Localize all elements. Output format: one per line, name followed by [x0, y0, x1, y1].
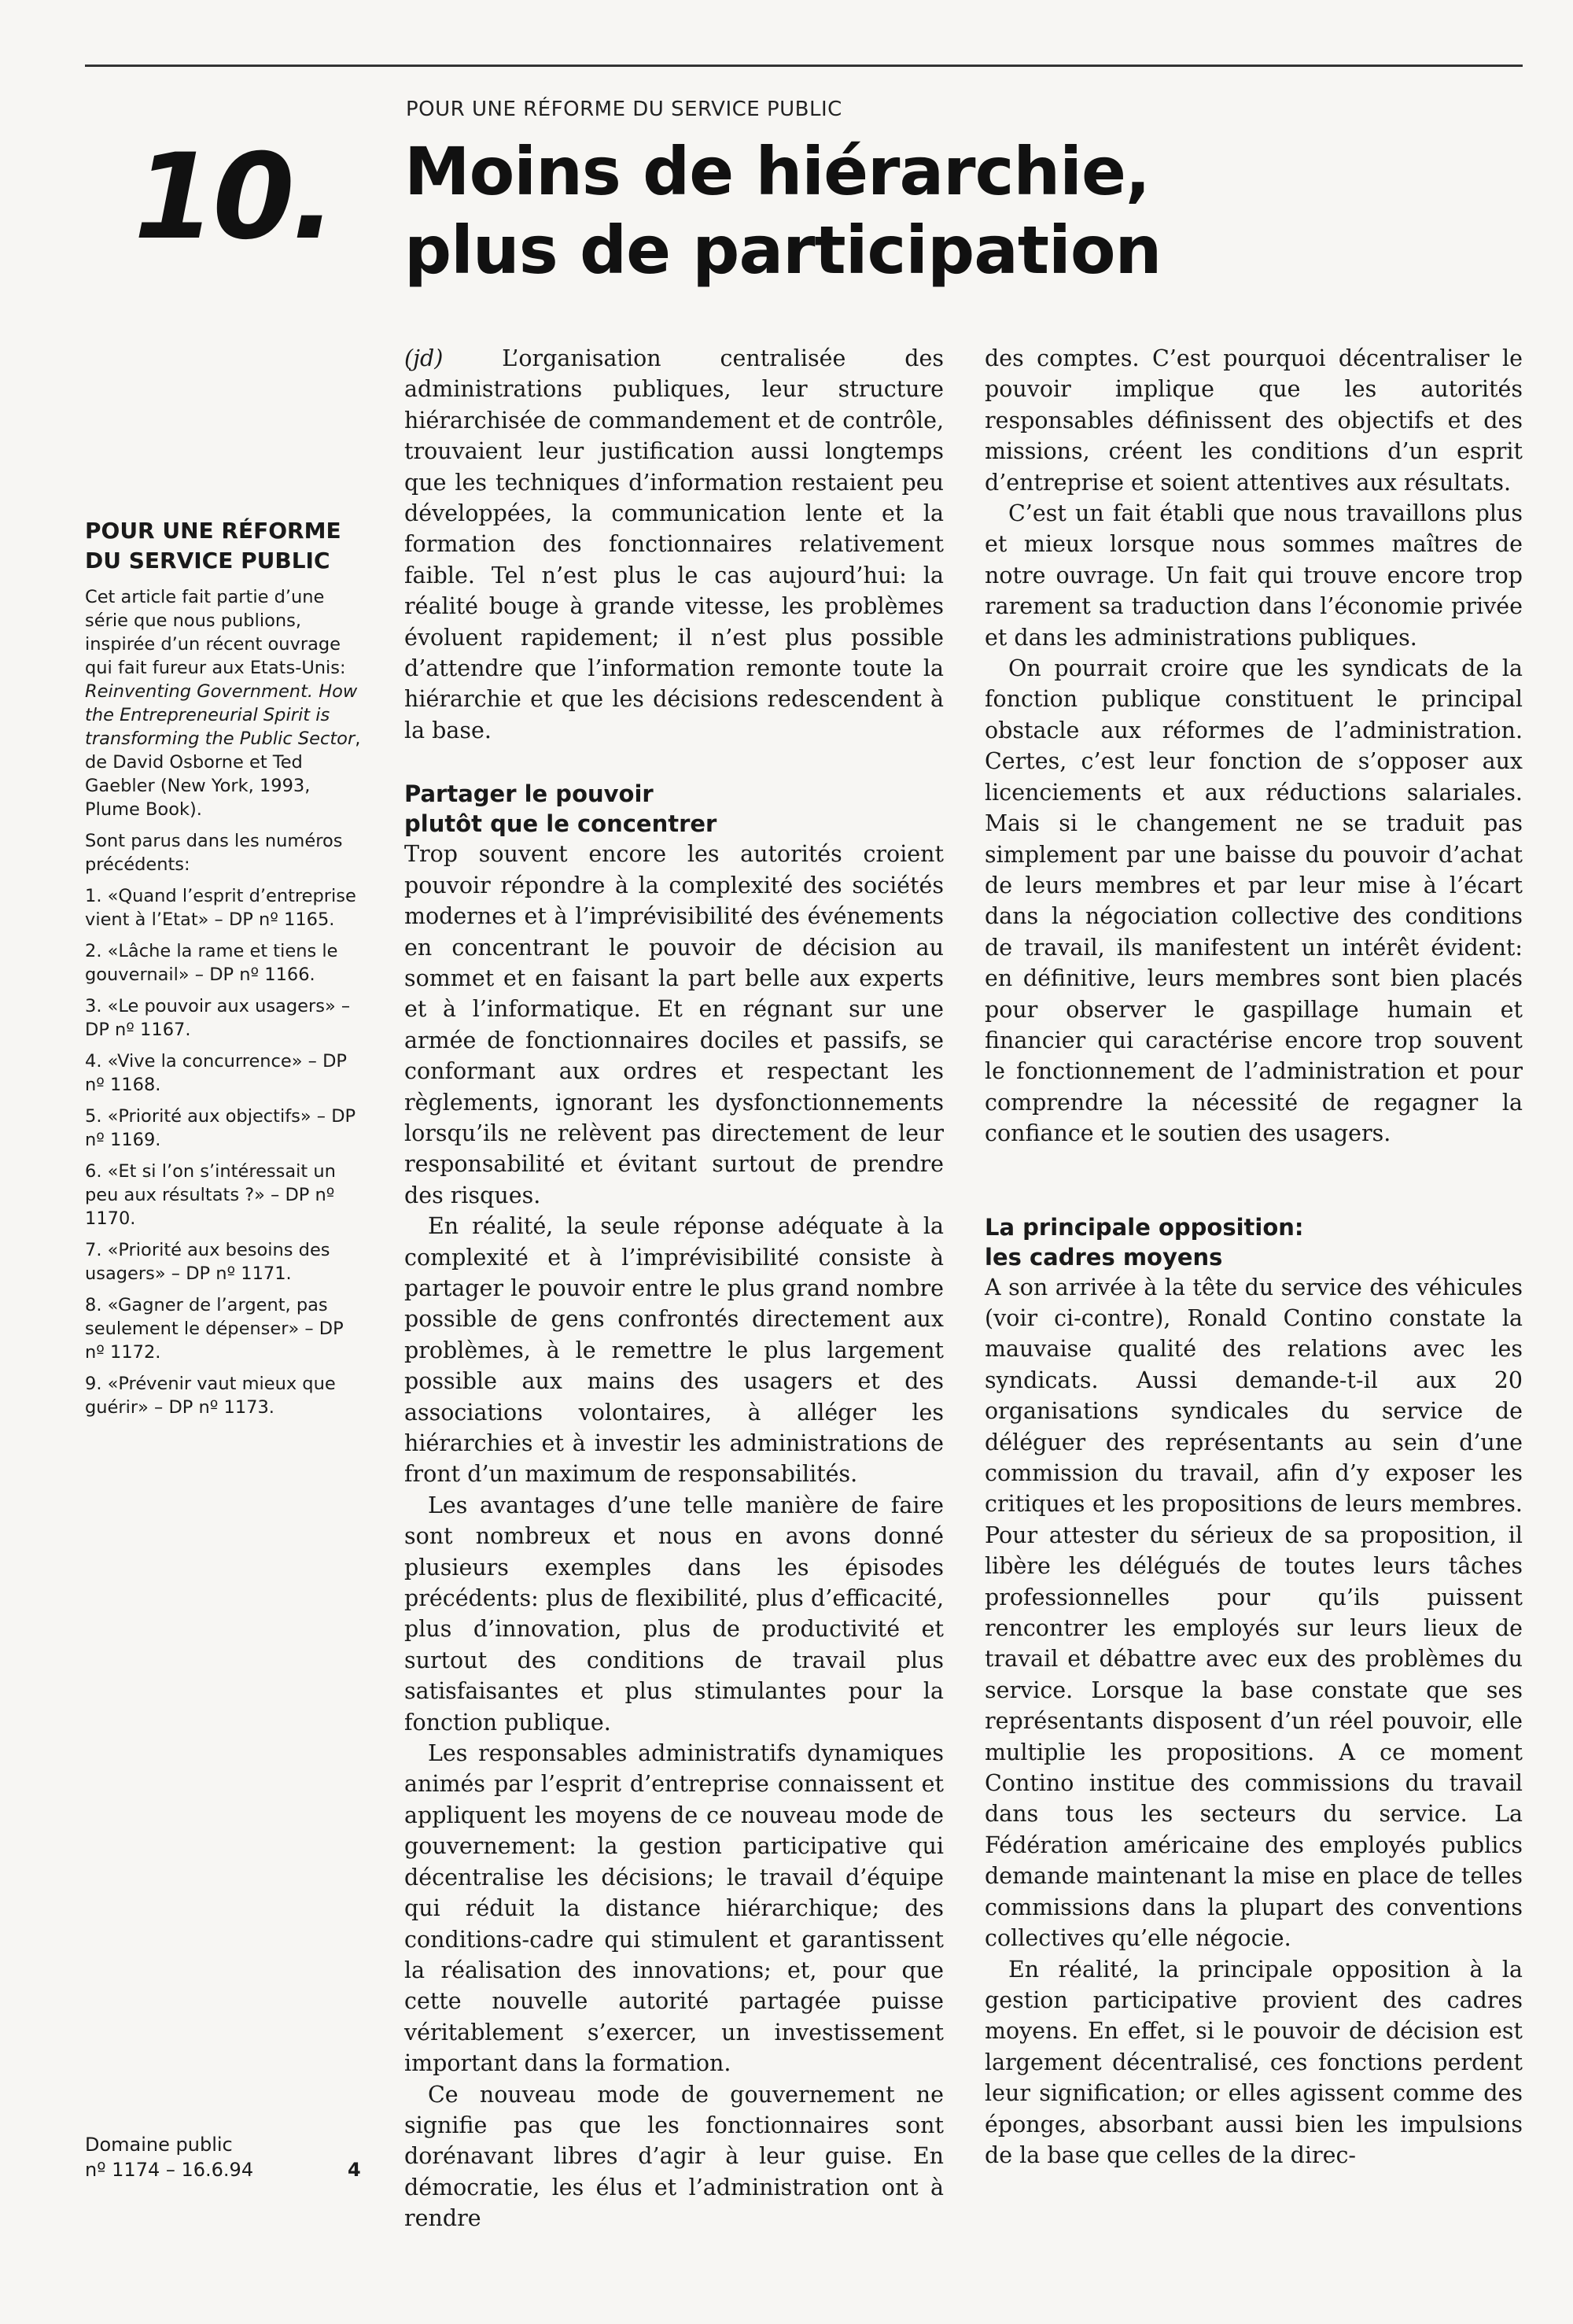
article-column-2 — [985, 343, 1523, 2171]
paragraph: (jd) L’organisation centralisée des administrations publiques, leur structure hiérarchisée de commandement et de contrôle, trouvaient leur justification aussi longtemps que les techniques d’information restaient peu développées, la communication lente et la formation des fonctionnaires relativement faible. Tel n’est plus le cas aujourd’hui: la réalité bouge à grande vitesse, les problèmes évoluent rapidement; il n’est plus possible d’attendre que l’information remonte toute la hiérarchie et que les décisions redescendent à la base. — [404, 345, 944, 743]
sidebar-heading-line-1: POUR UNE RÉFORME — [85, 518, 341, 544]
list-item: 8. «Gagner de l’argent, pas seulement le dépenser» – DP nº 1172. — [85, 1295, 344, 1363]
paragraph: des comptes. C’est pourquoi décentraliser le pouvoir implique que les autorités responsables définissent des objectifs et des missions, créent les conditions d’un esprit d’entreprise et soient attentives aux résultats. — [985, 345, 1523, 496]
paragraph: C’est un fait établi que nous travaillons plus et mieux lorsque nous sommes maîtres de notre ouvrage. Un fait qui trouve encore trop rarement sa traduction dans l’économie privée et dans les administrations publiques. — [985, 500, 1523, 651]
article-number: 10. — [134, 129, 333, 266]
sidebar-heading-line-2: DU SERVICE PUBLIC — [85, 548, 330, 574]
section-heading: La principale opposition: les cadres moyens — [985, 1213, 1304, 1271]
list-item: 4. «Vive la concurrence» – DP nº 1168. — [85, 1051, 347, 1095]
paragraph: On pourrait croire que les syndicats de la fonction publique constituent le principal obstacle aux réformes de l’administration. Certes, c’est leur fonction de s’opposer aux licenciements et aux réductions salariales. Mais si le changement ne se traduit pas simplement par une baisse du pouvoir d’achat de leurs membres et par leur mise à l’écart dans la négociation collective des conditions de travail, ils manifestent un intérêt évident: en définitive, leurs membres sont bien placés pour observer le gaspillage humain et financier qui caractérise encore trop souvent le fonctionnement de l’administration et pour comprendre la nécessité de regagner la confiance et le soutien des usagers. — [985, 655, 1523, 1147]
paragraph: Trop souvent encore les autorités croient pouvoir répondre à la complexité des sociétés modernes et à l’imprévisibilité des événements en concentrant le pouvoir de décision au sommet et en faisant la part belle aux experts et à l’informatique. Et en régnant sur une armée de fonctionnaires dociles et passifs, se conformant aux ordres et respectant les règlements, ignorant les dysfonctionnements lorsqu’ils ne relèvent pas directement de leur responsabilité et évitant surtout de prendre des risques. — [404, 841, 944, 1208]
title-line-1: Moins de hiérarchie, — [404, 133, 1150, 210]
series-sidebar — [85, 516, 365, 1427]
list-item: 3. «Le pouvoir aux usagers» – DP nº 1167. — [85, 996, 351, 1040]
series-kicker: POUR UNE RÉFORME DU SERVICE PUBLIC — [406, 98, 842, 121]
article-title — [404, 132, 1161, 290]
list-item: 7. «Priorité aux besoins des usagers» – DP nº 1171. — [85, 1240, 330, 1284]
sidebar-previous-label: Sont parus dans les numéros précédents: — [85, 831, 343, 875]
list-item: 1. «Quand l’esprit d’entreprise vient à l’Etat» – DP nº 1165. — [85, 886, 356, 930]
sidebar-heading — [85, 516, 365, 576]
sidebar-book-title: Reinventing Government. How the Entrepreneurial Spirit is transforming the Public Sector — [85, 681, 358, 749]
section-heading: Partager le pouvoir plutôt que le concentrer — [404, 780, 717, 838]
paragraph: Les responsables administratifs dynamiques animés par l’esprit d’entreprise connaissent et appliquent les moyens de ce nouveau mode de gouvernement: la gestion participative qui décentralise les décisions; le travail d’équipe qui réduit la distance hiérarchique; des conditions-cadre qui stimulent et garantissent la réalisation des innovations; et, pour que cette nouvelle autorité partagée puisse véritablement s’exercer, un investissement important dans la formation. — [404, 1740, 944, 2077]
previous-issues-list — [85, 884, 365, 1419]
paragraph: A son arrivée à la tête du service des véhicules (voir ci-contre), Ronald Contino constate la mauvaise qualité des relations avec les syndicats. Aussi demande-t-il aux 20 organisations syndicales du service de déléguer des représentants au sein d’une commission du travail, afin d’y exposer les critiques et les propositions de leurs membres. Pour attester du sérieux de sa proposition, il libère les délégués de toutes leurs tâches professionnelles pour qu’ils puissent rencontrer les employés sur leurs lieux de travail et débattre avec eux des problèmes du service. Lorsque la base constate que ses représentants disposent d’un réel pouvoir, elle multiplie les propositions. A ce moment Contino institue des commissions du travail dans tous les secteurs du service. La Fédération américaine des employés publics demande maintenant la mise en place de telles commissions dans la plupart des conventions collectives qu’elle négocie. — [985, 1274, 1523, 1952]
top-rule — [85, 65, 1523, 67]
publication-name: Domaine public — [85, 2134, 233, 2156]
paragraph: En réalité, la seule réponse adéquate à la complexité et à l’imprévisibilité consiste à partager le pouvoir entre le plus grand nombre possible de gens confrontés directement aux problèmes, à le remettre le plus largement possible aux mains des usagers et des associations volontaires, à alléger les hiérarchies et à investir les administrations de front d’un maximum de responsabilités. — [404, 1213, 944, 1488]
list-item: 6. «Et si l’on s’intéressait un peu aux résultats ?» – DP nº 1170. — [85, 1161, 336, 1229]
list-item: 5. «Priorité aux objectifs» – DP nº 1169. — [85, 1106, 356, 1150]
paragraph: En réalité, la principale opposition à la gestion participative provient des cadres moyens. En effet, si le pouvoir de décision est largement décentralisé, ces fonctions perdent leur signification; or elles agissent comme des éponges, absorbant aussi bien les impulsions de la base que celles de la direc- — [985, 1956, 1523, 2168]
issue-info: nº 1174 – 16.6.94 — [85, 2159, 254, 2181]
sidebar-intro — [85, 585, 365, 821]
sidebar-intro-b: , de David Osborne et Ted Gaebler (New York, 1993, Plume Book). — [85, 729, 361, 820]
article-column-1 — [404, 343, 944, 2234]
list-item: 9. «Prévenir vaut mieux que guérir» – DP nº 1173. — [85, 1374, 336, 1418]
list-item: 2. «Lâche la rame et tiens le gouvernail» – DP nº 1166. — [85, 941, 338, 985]
paragraph: Les avantages d’une telle manière de faire sont nombreux et nous en avons donné plusieurs exemples dans les épisodes précédents: plus de flexibilité, plus d’efficacité, plus d’innovation, plus de productivité et surtout des conditions de travail plus satisfaisantes et plus stimulantes pour la fonction publique. — [404, 1492, 944, 1736]
sidebar-intro-a: Cet article fait partie d’une série que nous publions, inspirée d’un récent ouvrage qui fait fureur aux Etats-Unis: — [85, 587, 346, 678]
author-tag: (jd) — [404, 345, 444, 371]
paragraph: Ce nouveau mode de gouvernement ne signifie pas que les fonctionnaires sont dorénavant libres d’agir à leur guise. En démocratie, les élus et l’administration ont à rendre — [404, 2081, 944, 2232]
page-number: 4 — [348, 2159, 361, 2181]
title-line-2: plus de participation — [404, 212, 1162, 289]
